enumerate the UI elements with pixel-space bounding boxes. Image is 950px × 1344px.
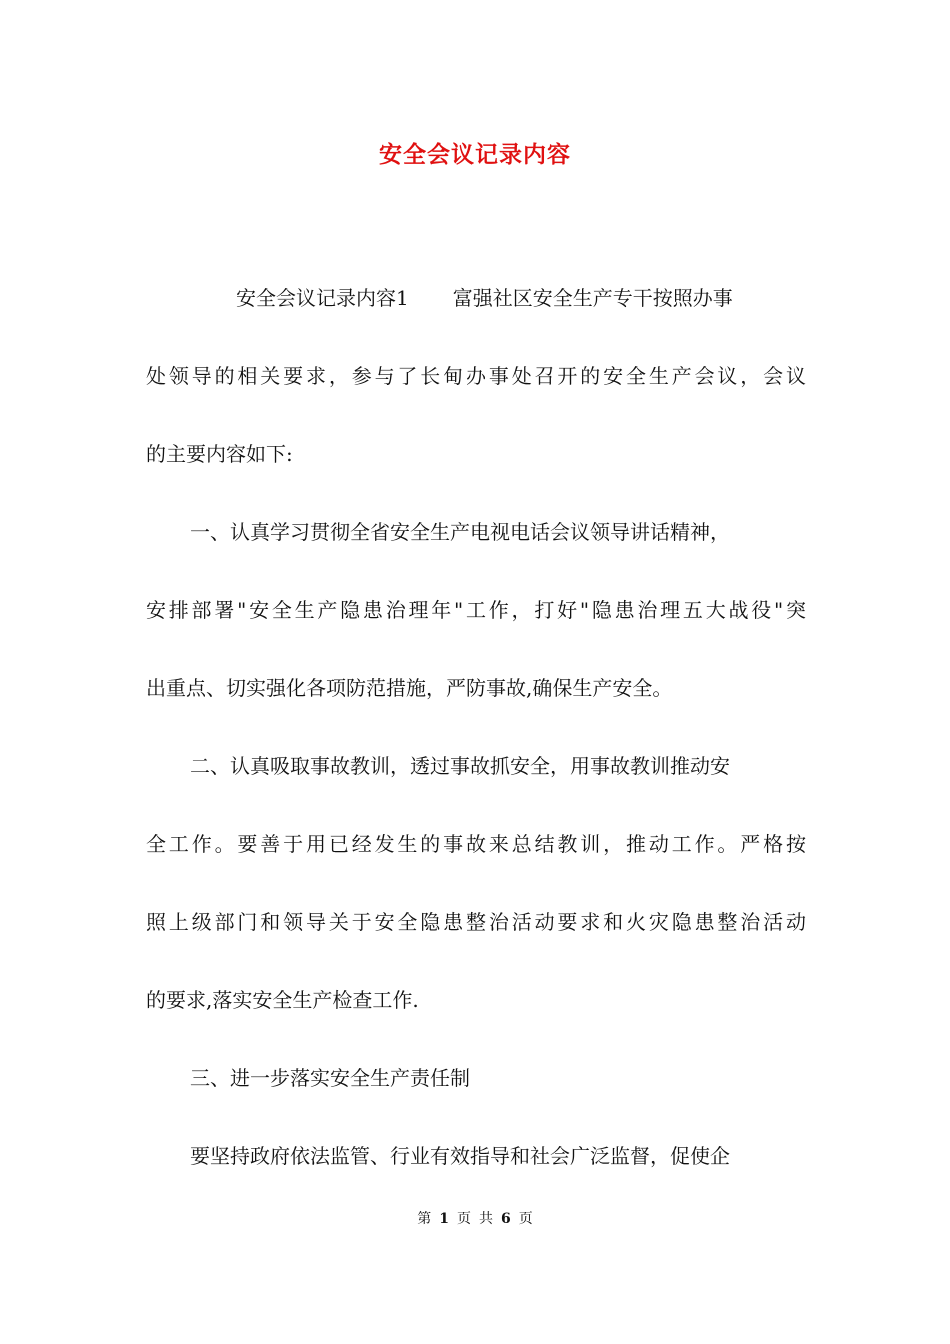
paragraph-2-line-3: 出重点、切实强化各项防范措施，严防事故,确保生产安全。 <box>146 676 673 700</box>
footer-prefix: 第 <box>417 1211 432 1227</box>
line-gap <box>146 558 806 584</box>
paragraph-2-line-2: 安排部署"安全生产隐患治理年"工作，打好"隐患治理五大战役"突 <box>146 598 806 622</box>
paragraph-4-line-1: 三、进一步落实安全生产责任制 <box>190 1066 470 1090</box>
line-gap <box>146 480 806 506</box>
line-gap <box>146 1026 806 1052</box>
line-gap <box>146 402 806 428</box>
line-gap <box>146 714 806 740</box>
paragraph-3-line-1: 二、认真吸取事故教训，透过事故抓安全，用事故教训推动安 <box>190 754 730 778</box>
page-footer <box>0 1208 950 1228</box>
paragraph-5-line-1: 要坚持政府依法监管、行业有效指导和社会广泛监督，促使企 <box>190 1144 730 1168</box>
paragraph-2-line-1: 一、认真学习贯彻全省安全生产电视电话会议领导讲话精神， <box>190 520 730 544</box>
footer-total-pages: 6 <box>501 1211 511 1227</box>
line-gap <box>146 948 806 974</box>
document-body <box>146 272 806 1182</box>
footer-current-page: 1 <box>439 1211 449 1227</box>
line-gap <box>146 1104 806 1130</box>
line-gap <box>146 792 806 818</box>
paragraph-3-line-2: 全工作。要善于用已经发生的事故来总结教训，推动工作。严格按 <box>146 832 806 856</box>
line-gap <box>146 636 806 662</box>
footer-page-word: 页 <box>457 1211 471 1227</box>
paragraph-3-line-3: 照上级部门和领导关于安全隐患整治活动要求和火灾隐患整治活动 <box>146 910 806 934</box>
paragraph-1-line-3: 的主要内容如下: <box>146 442 293 466</box>
line-gap <box>146 324 806 350</box>
footer-total-word: 共 <box>479 1211 493 1227</box>
paragraph-1-line-1 <box>146 272 806 324</box>
paragraph-3-line-4: 的要求,落实安全生产检查工作. <box>146 988 419 1012</box>
paragraph-1-line-2: 处领导的相关要求，参与了长甸办事处召开的安全生产会议，会议 <box>146 364 806 388</box>
footer-suffix: 页 <box>518 1211 533 1227</box>
line-gap <box>146 870 806 896</box>
paragraph-text: 富强社区安全生产专干按照办事 <box>452 286 733 310</box>
document-title: 安全会议记录内容 <box>379 141 571 168</box>
record-heading: 安全会议记录内容1 <box>236 286 409 310</box>
